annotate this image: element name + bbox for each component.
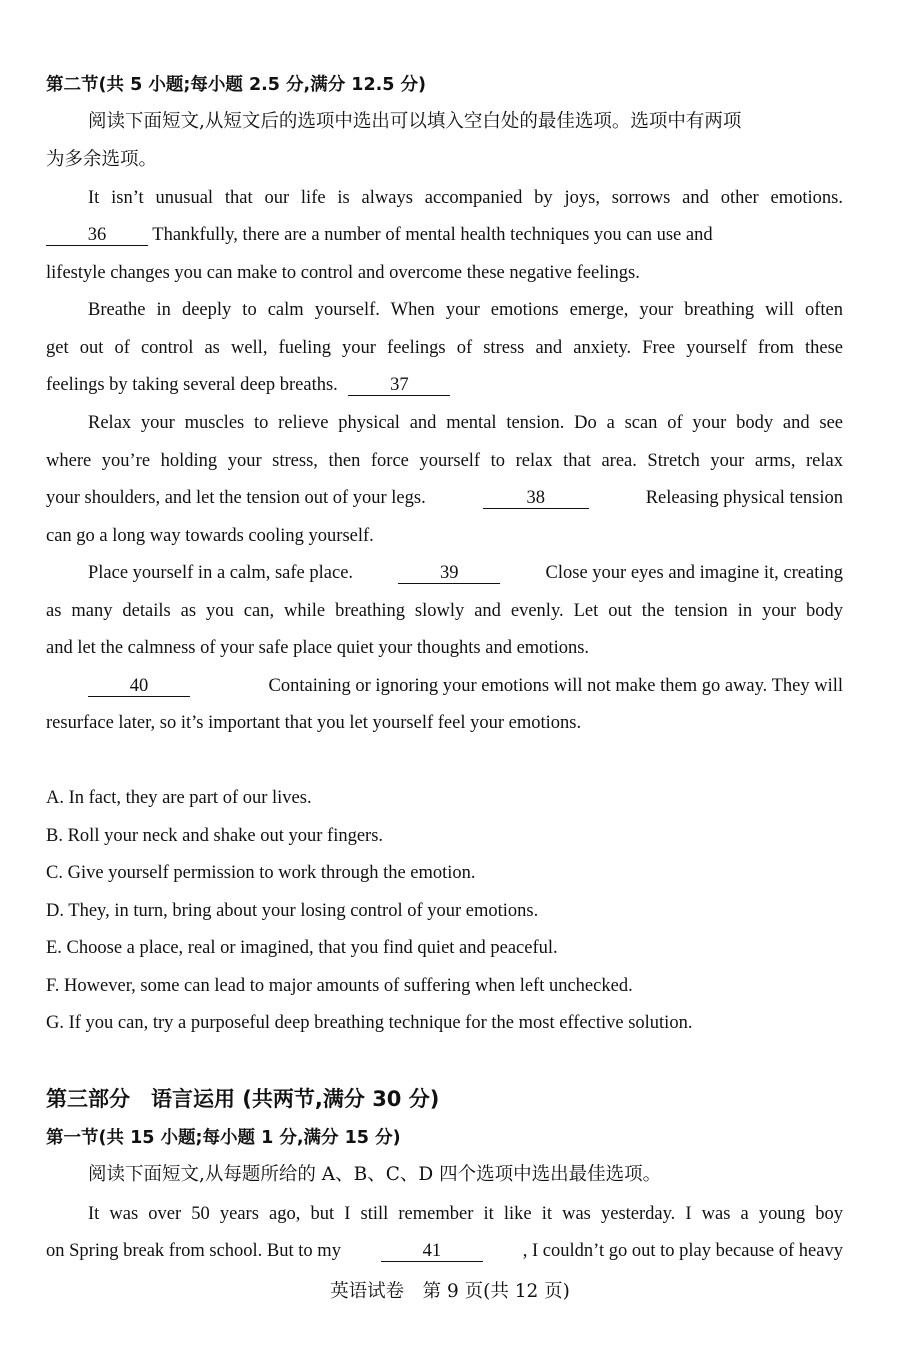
instruction-text: 为多余选项。 xyxy=(46,149,158,170)
page-footer: 英语试卷 第 9 页(共 12 页) xyxy=(330,1281,570,1302)
option-f: F. However, some can lead to major amounts of suffering when left unchecked. xyxy=(46,976,633,996)
passage-line: and let the calmness of your safe place quiet your thoughts and emotions. xyxy=(46,638,590,658)
answer-blank[interactable]: 41 xyxy=(381,1241,483,1262)
part-heading: 第三部分 语言运用 (共两节,满分 30 分) xyxy=(46,1087,440,1111)
passage-text: your shoulders, and let the tension out of your legs. xyxy=(46,488,426,508)
option-d: D. They, in turn, bring about your losing control of your emotions. xyxy=(46,901,539,921)
answer-blank[interactable]: 38 xyxy=(483,488,589,509)
passage-line xyxy=(46,223,843,247)
passage-text: , I couldn’t go out to play because of heavy xyxy=(522,1241,843,1261)
passage-line xyxy=(46,1239,843,1263)
option-a: A. In fact, they are part of our lives. xyxy=(46,788,312,808)
section-heading: 第二节(共 5 小题;每小题 2.5 分,满分 12.5 分) xyxy=(46,75,427,95)
passage-line: It was over 50 years ago, but I still remember it like it was yesterday. I was a young boy xyxy=(88,1204,843,1224)
section-heading: 第一节(共 15 小题;每小题 1 分,满分 15 分) xyxy=(46,1128,401,1148)
passage-line xyxy=(46,373,843,397)
option-b: B. Roll your neck and shake out your fingers. xyxy=(46,826,384,846)
passage-line: as many details as you can, while breathing slowly and evenly. Let out the tension in your body xyxy=(46,601,843,621)
passage-line: can go a long way towards cooling yourself. xyxy=(46,526,374,546)
passage-line xyxy=(46,486,843,510)
passage-line: Breathe in deeply to calm yourself. When your emotions emerge, your breathing will often xyxy=(88,300,843,320)
passage-line: where you’re holding your stress, then force yourself to relax that area. Stretch your arms, relax xyxy=(46,451,843,471)
passage-line xyxy=(88,674,843,698)
answer-blank[interactable]: 40 xyxy=(88,676,190,697)
instruction-text: 阅读下面短文,从每题所给的 A、B、C、D 四个选项中选出最佳选项。 xyxy=(88,1164,662,1185)
passage-line: get out of control as well, fueling your feelings of stress and anxiety. Free yourself from these xyxy=(46,338,843,358)
passage-text: Releasing physical tension xyxy=(645,488,843,508)
passage-line: resurface later, so it’s important that you let yourself feel your emotions. xyxy=(46,713,582,733)
option-c: C. Give yourself permission to work through the emotion. xyxy=(46,863,476,883)
answer-blank[interactable]: 36 xyxy=(46,225,148,246)
passage-line: lifestyle changes you can make to control and overcome these negative feelings. xyxy=(46,263,640,283)
answer-blank[interactable]: 39 xyxy=(398,563,500,584)
passage-line: It isn’t unusual that our life is always accompanied by joys, sorrows and other emotions. xyxy=(88,188,843,208)
passage-text: Thankfully, there are a number of mental health techniques you can use and xyxy=(152,225,713,245)
passage-line: Relax your muscles to relieve physical and mental tension. Do a scan of your body and see xyxy=(88,413,843,433)
passage-text: Containing or ignoring your emotions will not make them go away. They will xyxy=(268,676,843,696)
passage-text: Place yourself in a calm, safe place. xyxy=(88,563,354,583)
instruction-text: 阅读下面短文,从短文后的选项中选出可以填入空白处的最佳选项。选项中有两项 xyxy=(88,111,742,132)
passage-text: feelings by taking several deep breaths. xyxy=(46,375,338,395)
passage-text: Close your eyes and imagine it, creating xyxy=(545,563,843,583)
answer-blank[interactable]: 37 xyxy=(348,375,450,396)
passage-line xyxy=(88,561,843,585)
passage-text: on Spring break from school. But to my xyxy=(46,1241,341,1261)
option-g: G. If you can, try a purposeful deep breathing technique for the most effective solution. xyxy=(46,1013,693,1033)
option-e: E. Choose a place, real or imagined, that you find quiet and peaceful. xyxy=(46,938,558,958)
